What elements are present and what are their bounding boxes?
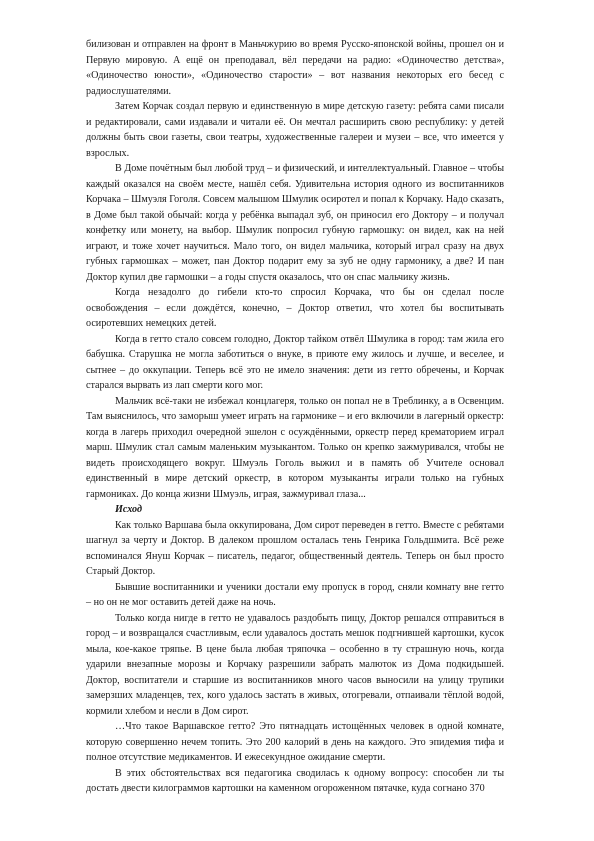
- paragraph: Как только Варшава была оккупирована, Дом сирот переведен в гетто. Вместе с ребятами шагнул за черту и Доктор. В далеком прошлом осталась тень Генрика Гольдшмита. Всё реже вспоминался Януш Корчак – писатель, педагог, общественный деятель. Теперь он был просто Старый Доктор.: [86, 519, 504, 577]
- paragraph: Затем Корчак создал первую и единственную в мире детскую газету: ребята сами писали и редактировали, сами издавали и читали её. Он мечтал расширить свою республику: у детей должны быть свои газеты, свои театры, художественные галереи и музеи – все, что имеется у взрослых.: [86, 101, 504, 159]
- paragraph: Бывшие воспитанники и ученики достали ему пропуск в город, сняли комнату вне гетто – но он не мог оставить детей даже на ночь.: [86, 581, 504, 608]
- paragraph: В Доме почётным был любой труд – и физический, и интеллектуальный. Главное – чтобы каждый оказался на своём месте, нашёл себя. Удивительна история одного из воспитанников Корчака – Шмуэля Гоголя. Совсем малышом Шмулик осиротел и попал к Корчаку. Надо сказать, в Доме был такой обычай: когда у ребёнка выпадал зуб, он приносил его Доктору – и получал конфетку или монету, на выбор. Шмулик попросил губную гармошку: он видел, как на ней играют, и тоже хочет научиться. Мало того, он видел мальчика, который играл сразу на двух губных гармошках – может, пан Доктор подарит ему за зуб не одну гармонику, а две? И пан Доктор купил две гармошки – а годы спустя оказалось, что он спас мальчику жизнь.: [86, 163, 504, 283]
- paragraph: Когда незадолго до гибели кто-то спросил Корчака, что бы он сделал после освобождения – если дождётся, конечно, – Доктор ответил, что хотел бы воспитывать осиротевших немецких детей.: [86, 287, 504, 329]
- paragraph: Когда в гетто стало совсем голодно, Доктор тайком отвёл Шмулика в город: там жила его бабушка. Старушка не могла заботиться о внуке, в приюте ему жилось и лучше, и веселее, и сытнее – до оккупации. Теперь всё это не имело значения: дети из гетто обречены, и Корчак старался вырвать из лап смерти кого мог.: [86, 333, 504, 391]
- document-page: [86, 37, 504, 797]
- paragraph: Мальчик всё-таки не избежал концлагеря, только он попал не в Треблинку, а в Освенцим. Там выяснилось, что заморыш умеет играть на гармонике – и его включили в лагерный оркестр: когда в лагерь приходил очередной эшелон с осуждёнными, оркестр перед крематорием играл марш. Шмулик стал самым маленьким музыкантом. Только он крепко зажмуривался, чтобы не видеть происходящего вокруг. Шмуэль Гоголь выжил и в память об Учителе основал единственный в мире детский оркестр, в котором музыканты играли только на губных гармониках. До конца жизни Шмуэль, играя, зажмуривал глаза...: [86, 395, 504, 500]
- paragraph: Только когда нигде в гетто не удавалось раздобыть пищу, Доктор решался отправиться в город – и возвращался счастливым, если удавалось достать мешок подгнившей картошки, кусок мыла, кое-какое тряпье. В цене была любая тряпочка – особенно в ту страшную ночь, когда ударили внезапные морозы и Корчаку разрешили забрать малюток из Дома подкидышей. Доктор, воспитатели и старшие из воспитанников много часов выносили на улицу трупики замерзших младенцев, тех, кого удалось застать в живых, отогревали, отпаивали тёплой водой, кормили хлебом и несли в Дом сирот.: [86, 612, 504, 717]
- paragraph: билизован и отправлен на фронт в Маньчжурию во время Русско-японской войны, прошел он и Первую мировую. А ещё он преподавал, вёл передачи на радио: «Одиночество детства», «Одиночество юности», «Одиночество старости» – вот названия некоторых его бесед с радиослушателями.: [86, 39, 504, 97]
- paragraph: …Что такое Варшавское гетто? Это пятнадцать истощённых человек в одной комнате, которую совершенно нечем топить. Это 200 калорий в день на каждого. Это эпидемия тифа и полное отсутствие медикаментов. И ежесекундное ожидание смерти.: [86, 721, 504, 763]
- paragraph: В этих обстоятельствах вся педагогика сводилась к одному вопросу: способен ли ты достать двести килограммов картошки на каменном огороженном пятачке, куда согнано 370: [86, 767, 504, 794]
- section-heading: Исход: [115, 504, 142, 515]
